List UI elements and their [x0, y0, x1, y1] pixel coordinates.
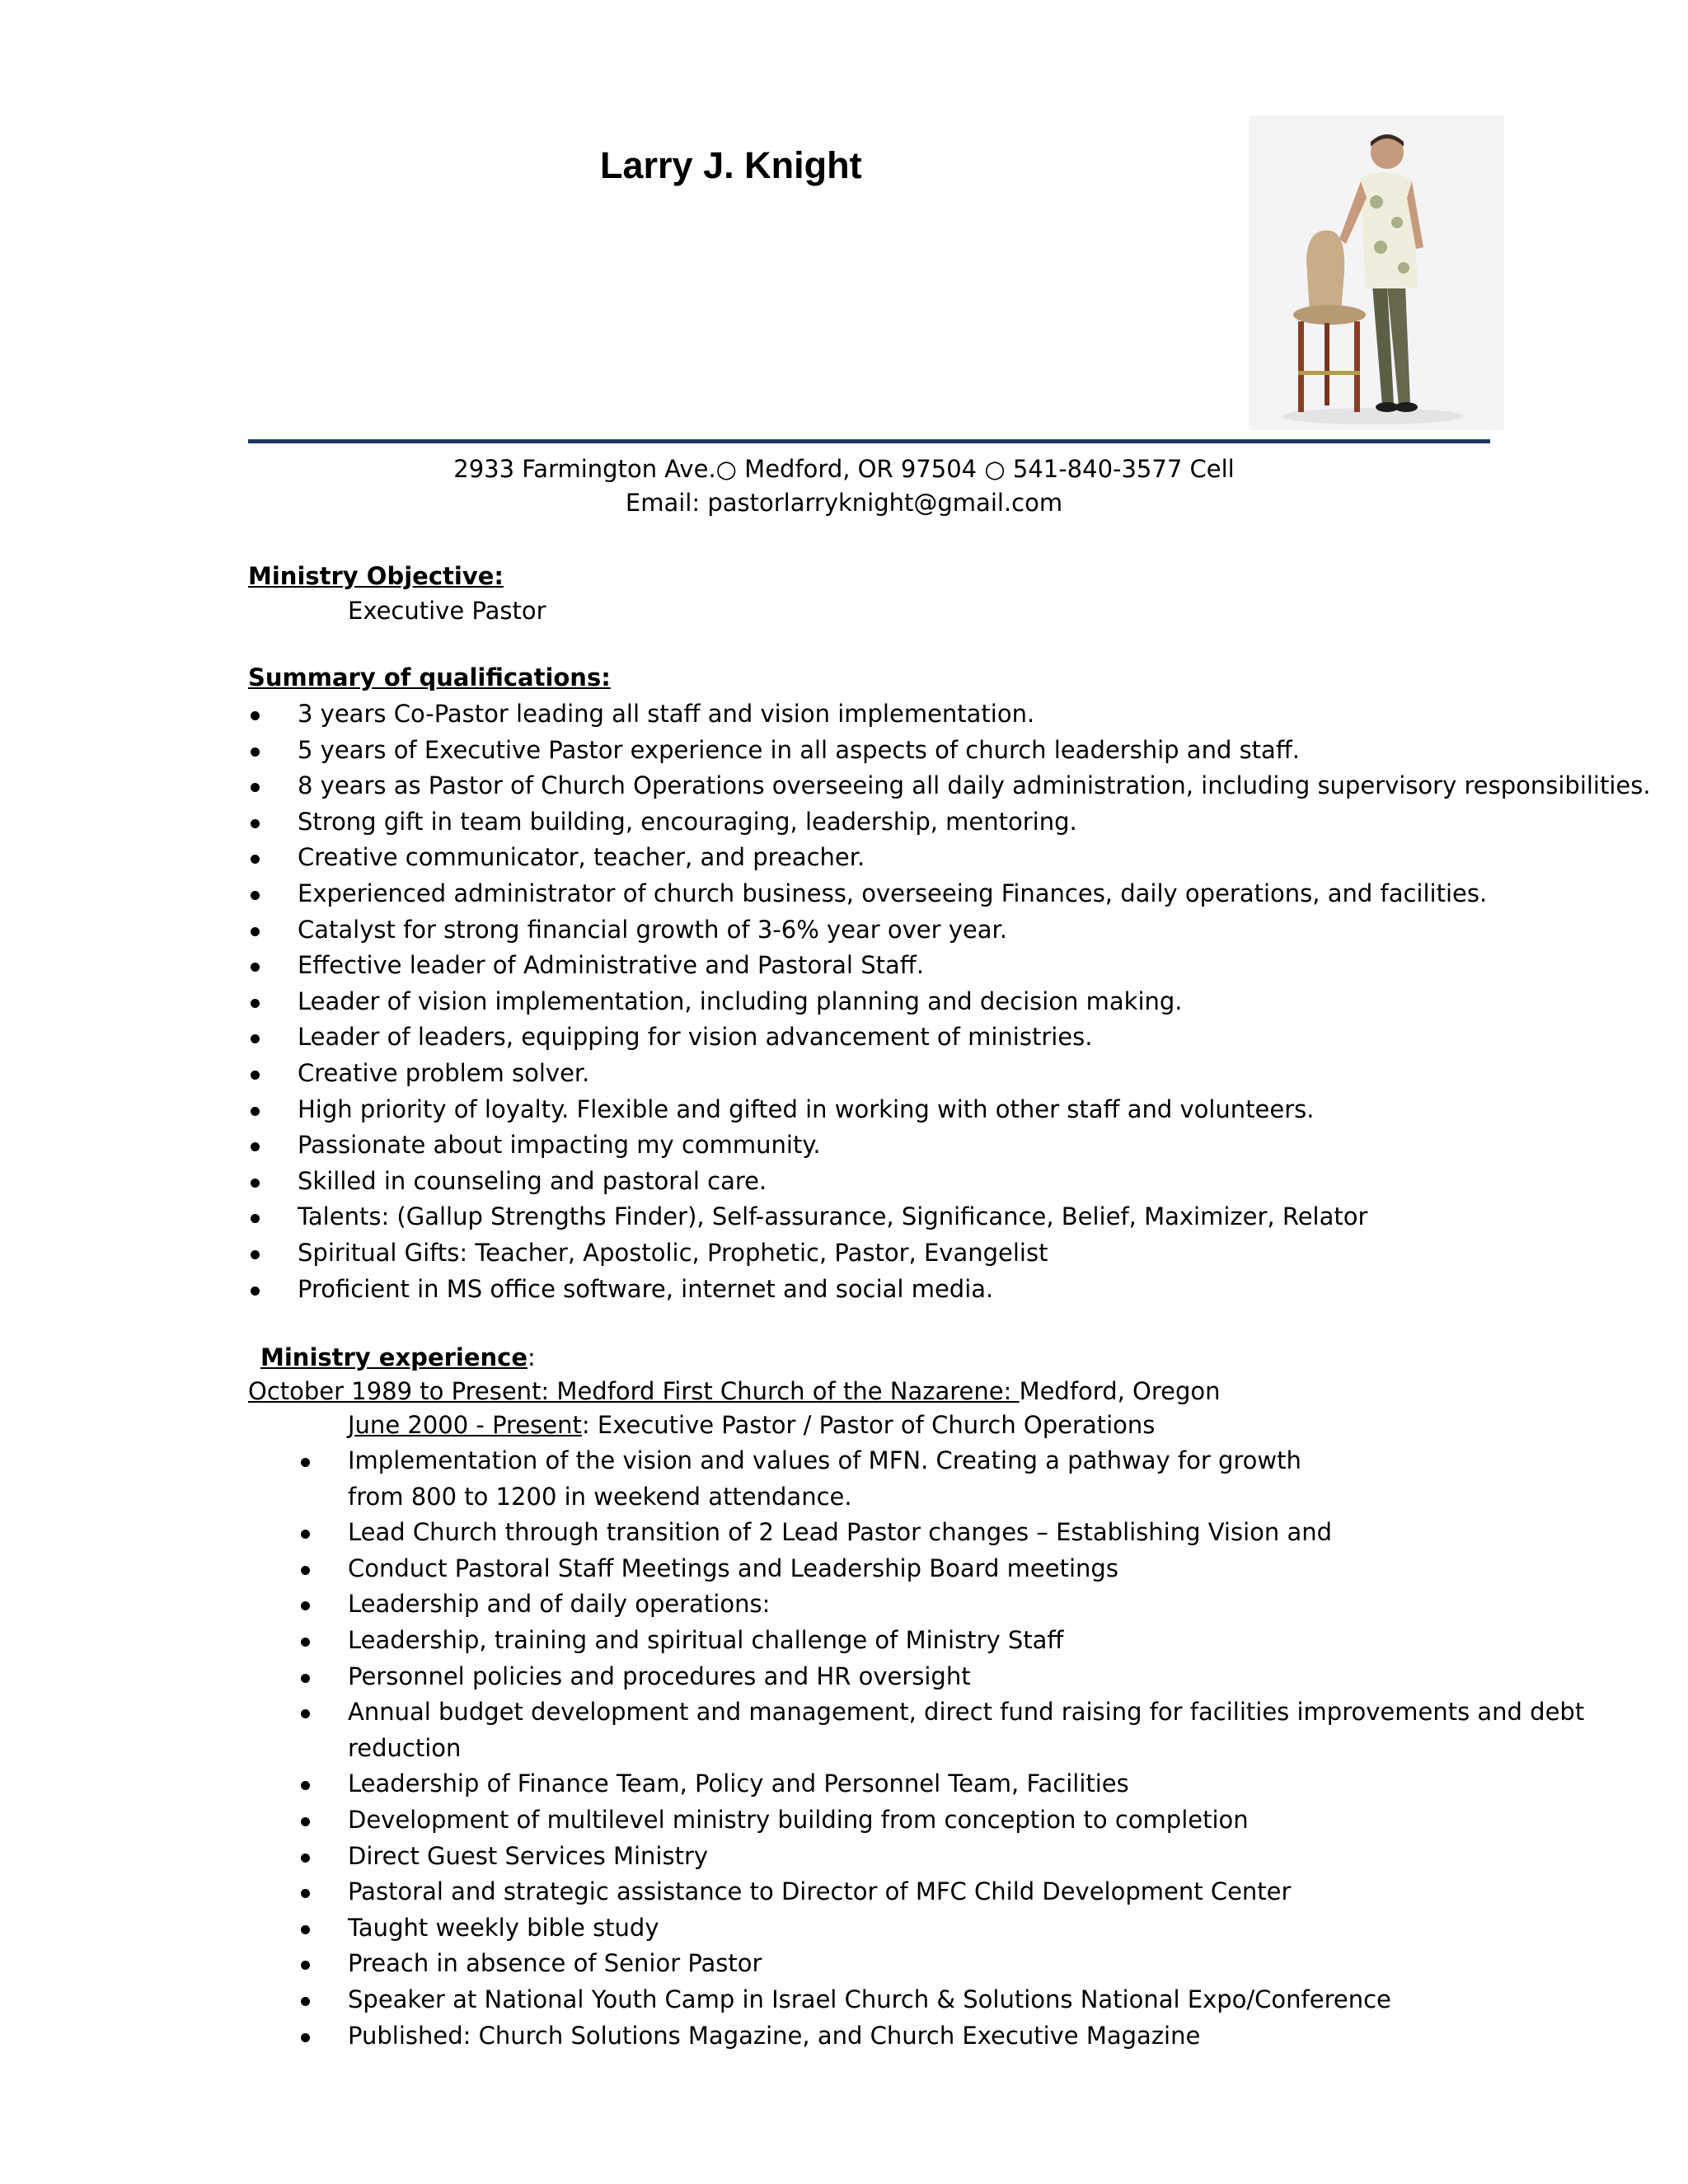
- contact-email: Email: pastorlarryknight@gmail.com: [625, 489, 1063, 517]
- bullet-dot: [251, 1179, 260, 1188]
- bullet-dot: [251, 1107, 260, 1116]
- experience-item: Personnel policies and procedures and HR oversight: [348, 1661, 971, 1690]
- bullet-dot: [301, 1817, 310, 1826]
- bullet-dot: [251, 1250, 260, 1259]
- contact-address-phone: 2933 Farmington Ave.○ Medford, OR 97504 ○ 541-840-3577 Cell: [453, 455, 1235, 483]
- experience-item: Taught weekly bible study: [348, 1913, 659, 1942]
- experience-item: Leadership of Finance Team, Policy and Personnel Team, Facilities: [348, 1769, 1129, 1798]
- objective-heading: Ministry Objective:: [248, 562, 504, 590]
- experience-item: Development of multilevel ministry building from conception to completion: [348, 1806, 1249, 1834]
- experience-heading-line: [260, 1343, 536, 1371]
- bullet-dot: [251, 1286, 260, 1296]
- experience-item: reduction: [348, 1733, 462, 1762]
- summary-item: Skilled in counseling and pastoral care.: [298, 1166, 767, 1195]
- bullet-dot: [251, 891, 260, 900]
- summary-item: Strong gift in team building, encouraging, leadership, mentoring.: [298, 807, 1077, 836]
- experience-role-dates: June 2000 - Present: [348, 1411, 582, 1439]
- bullet-dot: [251, 711, 260, 720]
- summary-item: Experienced administrator of church business, overseeing Finances, daily operations, and facilities.: [298, 879, 1488, 907]
- experience-org-dates: October 1989 to Present: Medford First Church of the Nazarene:: [248, 1377, 1020, 1405]
- summary-item: Spiritual Gifts: Teacher, Apostolic, Prophetic, Pastor, Evangelist: [298, 1239, 1048, 1267]
- objective-text: Executive Pastor: [348, 597, 546, 625]
- portrait-photo: [1249, 115, 1504, 430]
- bullet-dot: [251, 855, 260, 864]
- summary-item: High priority of loyalty. Flexible and gifted in working with other staff and volunteers.: [298, 1094, 1315, 1123]
- experience-item: Preach in absence of Senior Pastor: [348, 1949, 762, 1978]
- bullet-dot: [301, 1889, 310, 1898]
- bullet-dot: [301, 1961, 310, 1970]
- bullet-dot: [251, 927, 260, 936]
- experience-item: Conduct Pastoral Staff Meetings and Leadership Board meetings: [348, 1554, 1118, 1582]
- bullet-dot: [301, 2033, 310, 2042]
- bullet-dot: [251, 1214, 260, 1223]
- bullet-dot: [301, 1997, 310, 2006]
- summary-item: Leader of leaders, equipping for vision advancement of ministries.: [298, 1023, 1093, 1052]
- bullet-dot: [301, 1674, 310, 1683]
- experience-heading-colon: :: [528, 1343, 536, 1371]
- summary-heading: Summary of qualifications:: [248, 663, 611, 691]
- bullet-dot: [251, 1034, 260, 1043]
- experience-heading: Ministry experience: [260, 1343, 528, 1371]
- bullet-dot: [251, 819, 260, 828]
- experience-item: Direct Guest Services Ministry: [348, 1841, 709, 1870]
- bullet-dot: [251, 1071, 260, 1080]
- bullet-dot: [251, 748, 260, 757]
- summary-item: Passionate about impacting my community.: [298, 1131, 821, 1160]
- experience-item: Speaker at National Youth Camp in Israel Church & Solutions National Expo/Conference: [348, 1985, 1391, 2013]
- bullet-dot: [251, 783, 260, 792]
- bullet-dot: [251, 1142, 260, 1151]
- experience-role-line: [348, 1413, 1155, 1437]
- experience-item: Published: Church Solutions Magazine, and Church Executive Magazine: [348, 2021, 1201, 2050]
- bullet-dot: [251, 999, 260, 1008]
- summary-item: Talents: (Gallup Strengths Finder), Self-assurance, Significance, Belief, Maximizer, Relator: [298, 1202, 1368, 1231]
- bullet-dot: [301, 1709, 310, 1718]
- experience-item: Leadership and of daily operations:: [348, 1590, 771, 1619]
- experience-item: Pastoral and strategic assistance to Director of MFC Child Development Center: [348, 1877, 1292, 1906]
- bullet-dot: [251, 963, 260, 972]
- summary-item: 3 years Co-Pastor leading all staff and vision implementation.: [298, 700, 1035, 728]
- summary-item: Creative communicator, teacher, and preacher.: [298, 843, 865, 872]
- bullet-dot: [301, 1638, 310, 1647]
- summary-item: Effective leader of Administrative and Pastoral Staff.: [298, 951, 924, 980]
- experience-item: Lead Church through transition of 2 Lead Pastor changes – Establishing Vision and: [348, 1518, 1333, 1547]
- summary-item: 8 years as Pastor of Church Operations overseeing all daily administration, including supervisory responsibilities.: [298, 771, 1651, 800]
- experience-item: from 800 to 1200 in weekend attendance.: [348, 1482, 852, 1511]
- bullet-dot: [301, 1458, 310, 1467]
- experience-org-location: Medford, Oregon: [1019, 1377, 1221, 1405]
- header-divider: [248, 439, 1490, 443]
- experience-role-title: : Executive Pastor / Pastor of Church Operations: [581, 1411, 1156, 1439]
- bullet-dot: [301, 1781, 310, 1790]
- bullet-dot: [301, 1925, 310, 1934]
- summary-item: 5 years of Executive Pastor experience in all aspects of church leadership and staff.: [298, 735, 1301, 764]
- bullet-dot: [301, 1854, 310, 1863]
- summary-item: Leader of vision implementation, including planning and decision making.: [298, 987, 1183, 1015]
- resume-name: Larry J. Knight: [600, 144, 862, 186]
- bullet-dot: [301, 1601, 310, 1610]
- experience-item: Implementation of the vision and values of MFN. Creating a pathway for growth: [348, 1446, 1301, 1474]
- summary-item: Creative problem solver.: [298, 1059, 590, 1087]
- summary-item: Catalyst for strong financial growth of 3-6% year over year.: [298, 915, 1008, 944]
- experience-item: Leadership, training and spiritual challenge of Ministry Staff: [348, 1626, 1064, 1654]
- experience-org-line: [248, 1377, 1221, 1405]
- experience-item: Annual budget development and management, direct fund raising for facilities improvements and debt: [348, 1698, 1585, 1727]
- summary-item: Proficient in MS office software, internet and social media.: [298, 1274, 994, 1303]
- bullet-dot: [301, 1566, 310, 1575]
- bullet-dot: [301, 1530, 310, 1539]
